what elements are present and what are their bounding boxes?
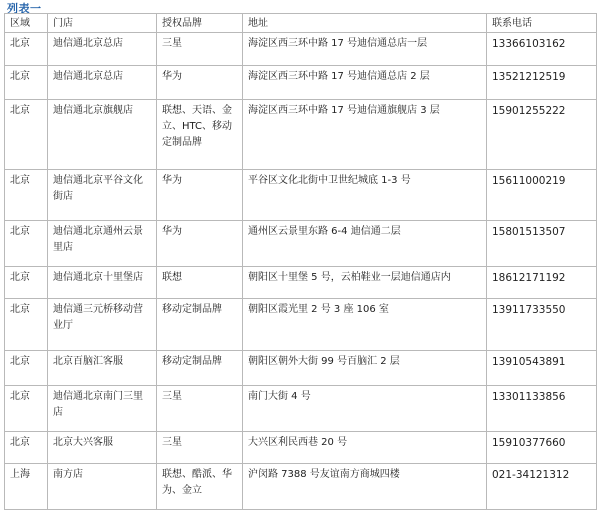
brand-cell: 华为: [157, 66, 243, 100]
region-cell: 北京: [5, 221, 48, 267]
address-cell: 海淀区西三环中路 17 号迪信通总店 2 层: [243, 66, 487, 100]
store-cell: 北京大兴客服: [48, 432, 157, 464]
brand-cell: 华为: [157, 170, 243, 221]
column-header-brand: 授权品牌: [157, 14, 243, 33]
store-cell: 迪信通北京总店: [48, 66, 157, 100]
region-cell: 北京: [5, 100, 48, 170]
address-cell: 海淀区西三环中路 17 号迪信通总店一层: [243, 33, 487, 66]
table-row: [5, 66, 597, 100]
store-cell: 南方店: [48, 464, 157, 510]
address-cell: 朝阳区朝外大街 99 号百脑汇 2 层: [243, 351, 487, 386]
phone-cell: 13911733550: [487, 299, 597, 351]
column-header-store: 门店: [48, 14, 157, 33]
region-cell: 北京: [5, 33, 48, 66]
address-cell: 大兴区利民西巷 20 号: [243, 432, 487, 464]
brand-cell: 联想: [157, 267, 243, 299]
store-cell: 迪信通北京南门三里店: [48, 386, 157, 432]
store-cell: 迪信通三元桥移动营业厅: [48, 299, 157, 351]
phone-cell: 15801513507: [487, 221, 597, 267]
column-header-region: 区域: [5, 14, 48, 33]
table-row: [5, 351, 597, 386]
address-cell: 沪闵路 7388 号友谊南方商城四楼: [243, 464, 487, 510]
phone-cell: 15901255222: [487, 100, 597, 170]
table-caption: 列表一: [7, 2, 42, 15]
address-cell: 海淀区西三环中路 17 号迪信通旗舰店 3 层: [243, 100, 487, 170]
phone-cell: 13910543891: [487, 351, 597, 386]
table-row: [5, 267, 597, 299]
store-cell: 迪信通北京通州云景里店: [48, 221, 157, 267]
address-cell: 通州区云景里东路 6-4 迪信通二层: [243, 221, 487, 267]
address-cell: 平谷区文化北街中卫世纪城底 1-3 号: [243, 170, 487, 221]
phone-cell: 15910377660: [487, 432, 597, 464]
store-list-table: [4, 13, 597, 510]
table-row: [5, 100, 597, 170]
table-header-row: [5, 14, 597, 33]
table-row: [5, 386, 597, 432]
region-cell: 北京: [5, 351, 48, 386]
address-cell: 南门大街 4 号: [243, 386, 487, 432]
region-cell: 北京: [5, 432, 48, 464]
phone-cell: 13521212519: [487, 66, 597, 100]
brand-cell: 移动定制品牌: [157, 299, 243, 351]
table-row: [5, 170, 597, 221]
table-row: [5, 432, 597, 464]
address-cell: 朝阳区十里堡 5 号，云柏鞋业一层迪信通店内: [243, 267, 487, 299]
brand-cell: 华为: [157, 221, 243, 267]
region-cell: 北京: [5, 66, 48, 100]
store-cell: 迪信通北京平谷文化街店: [48, 170, 157, 221]
column-header-address: 地址: [243, 14, 487, 33]
table-row: [5, 299, 597, 351]
region-cell: 上海: [5, 464, 48, 510]
store-cell: 迪信通北京总店: [48, 33, 157, 66]
region-cell: 北京: [5, 170, 48, 221]
phone-cell: 13301133856: [487, 386, 597, 432]
table-row: [5, 464, 597, 510]
phone-cell: 18612171192: [487, 267, 597, 299]
column-header-phone: 联系电话: [487, 14, 597, 33]
store-cell: 迪信通北京旗舰店: [48, 100, 157, 170]
region-cell: 北京: [5, 299, 48, 351]
brand-cell: 三星: [157, 33, 243, 66]
store-cell: 迪信通北京十里堡店: [48, 267, 157, 299]
phone-cell: 15611000219: [487, 170, 597, 221]
brand-cell: 三星: [157, 386, 243, 432]
store-cell: 北京百脑汇客服: [48, 351, 157, 386]
brand-cell: 移动定制品牌: [157, 351, 243, 386]
brand-cell: 联想、酷派、华为、金立: [157, 464, 243, 510]
phone-cell: 021-34121312: [487, 464, 597, 510]
table-row: [5, 221, 597, 267]
brand-cell: 联想、天语、金立、HTC、移动定制品牌: [157, 100, 243, 170]
address-cell: 朝阳区霞光里 2 号 3 座 106 室: [243, 299, 487, 351]
phone-cell: 13366103162: [487, 33, 597, 66]
brand-cell: 三星: [157, 432, 243, 464]
region-cell: 北京: [5, 386, 48, 432]
table-row: [5, 33, 597, 66]
region-cell: 北京: [5, 267, 48, 299]
